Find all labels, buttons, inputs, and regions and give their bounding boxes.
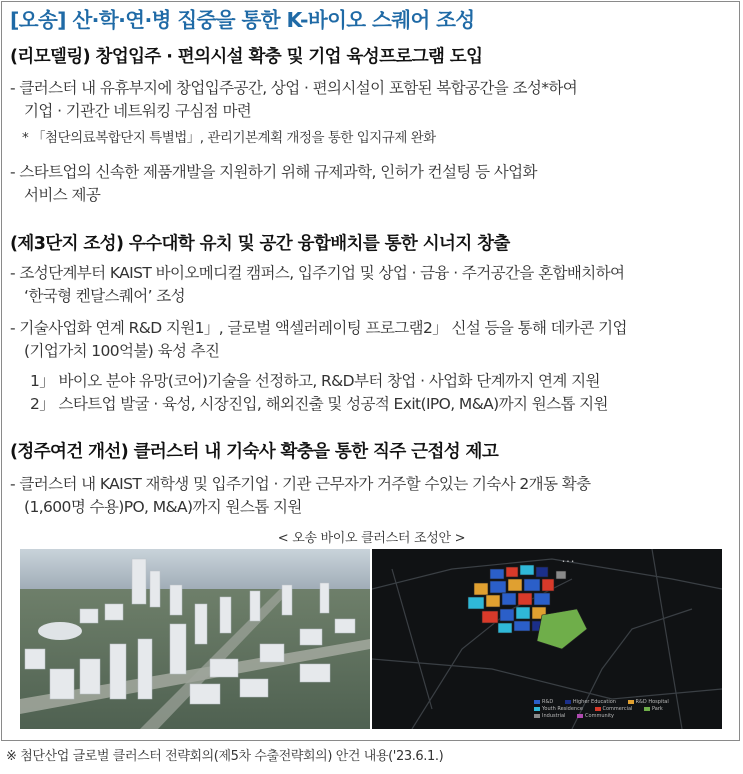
legend-label-commercial: Commercial (602, 706, 633, 712)
svg-text:• • •: • • • (562, 559, 575, 565)
legend-swatch-higher-education (565, 700, 571, 704)
legend-label-youth-residence: Youth Residence (542, 706, 583, 712)
section1-line-2: 기업 · 기관간 네트워킹 구심점 마련 (24, 102, 252, 120)
aerial-rendering-graphic (20, 549, 370, 729)
aerial-rendering-image (20, 549, 370, 729)
section2-line-4: (기업가치 100억불) 육성 추진 (24, 342, 220, 360)
section2-line-3: - 기술사업화 연계 R&D 지원1」, 글로벌 액셀러레이팅 프로그램2」 신설 등을 통해 데카콘 기업 (10, 319, 627, 337)
section-heading-remodeling: (리모델링) 창업입주 · 편의시설 확충 및 기업 육성프로그램 도입 (10, 47, 483, 67)
section2-footnote-2: 2」 스타트업 발굴 · 육성, 시장진입, 해외진출 및 성공적 Exit(IPO, M&A)까지 원스톱 지원 (30, 395, 608, 413)
section1-line-4: 서비스 제공 (24, 186, 101, 204)
legend-label-rd: R&D (542, 699, 554, 705)
legend-label-industrial: Industrial (542, 713, 566, 719)
legend-swatch-community (577, 714, 583, 718)
section2-footnote-1: 1」 바이오 분야 유망(코어)기술을 선정하고, R&D부터 창업 · 사업화 단계까지 연계 지원 (30, 372, 600, 390)
section-heading-housing: (정주여건 개선) 클러스터 내 기숙사 확충을 통한 직주 근접성 제고 (10, 442, 499, 462)
legend-swatch-rd-hospital (628, 700, 634, 704)
section-heading-complex3: (제3단지 조성) 우수대학 유치 및 공간 융합배치를 통한 시너지 창출 (10, 234, 510, 254)
legend-label-rd-hospital: R&D Hospital (635, 699, 669, 705)
section3-line-2: (1,600명 수용)PO, M&A)까지 원스톱 지원 (24, 498, 302, 516)
section2-line-1: - 조성단계부터 KAIST 바이오메디컬 캠퍼스, 입주기업 및 상업 · 금융 · 주거공간을 혼합배치하여 (10, 264, 625, 282)
section1-line-3: - 스타트업의 신속한 제품개발을 지원하기 위해 규제과학, 인허가 컨설팅 등 사업화 (10, 163, 537, 181)
source-footnote: ※ 첨단산업 글로벌 클러스터 전략회의(제5차 수출전략회의) 안건 내용('23.6.1.) (6, 749, 444, 764)
site-plan-map (372, 549, 722, 729)
page-title: [오송] 산·학·연·병 집중을 통한 K-바이오 스퀘어 조성 (10, 8, 475, 32)
section1-line-1: - 클러스터 내 유휴부지에 창업입주공간, 상업 · 편의시설이 포함된 복합공간을 조성*하여 (10, 79, 578, 97)
legend-label-park: Park (652, 706, 663, 712)
legend-label-community: Community (585, 713, 614, 719)
legend-swatch-rd (534, 700, 540, 704)
figure-caption: < 오송 바이오 클러스터 조성안 > (277, 531, 466, 546)
map-legend (534, 699, 679, 720)
section1-footnote: * 「첨단의료복합단지 특별법」, 관리기본계획 개정을 통한 입지규제 완화 (22, 130, 436, 146)
legend-label-higher-education: Higher Education (572, 699, 616, 705)
section3-line-1: - 클러스터 내 KAIST 재학생 및 입주기업 · 기관 근무자가 거주할 수있는 기숙사 2개동 확충 (10, 475, 591, 493)
legend-swatch-youth-residence (534, 707, 540, 711)
section2-line-2: ‘한국형 켄달스퀘어’ 조성 (24, 287, 186, 305)
legend-swatch-industrial (534, 714, 540, 718)
legend-swatch-commercial (595, 707, 601, 711)
legend-swatch-park (644, 707, 650, 711)
